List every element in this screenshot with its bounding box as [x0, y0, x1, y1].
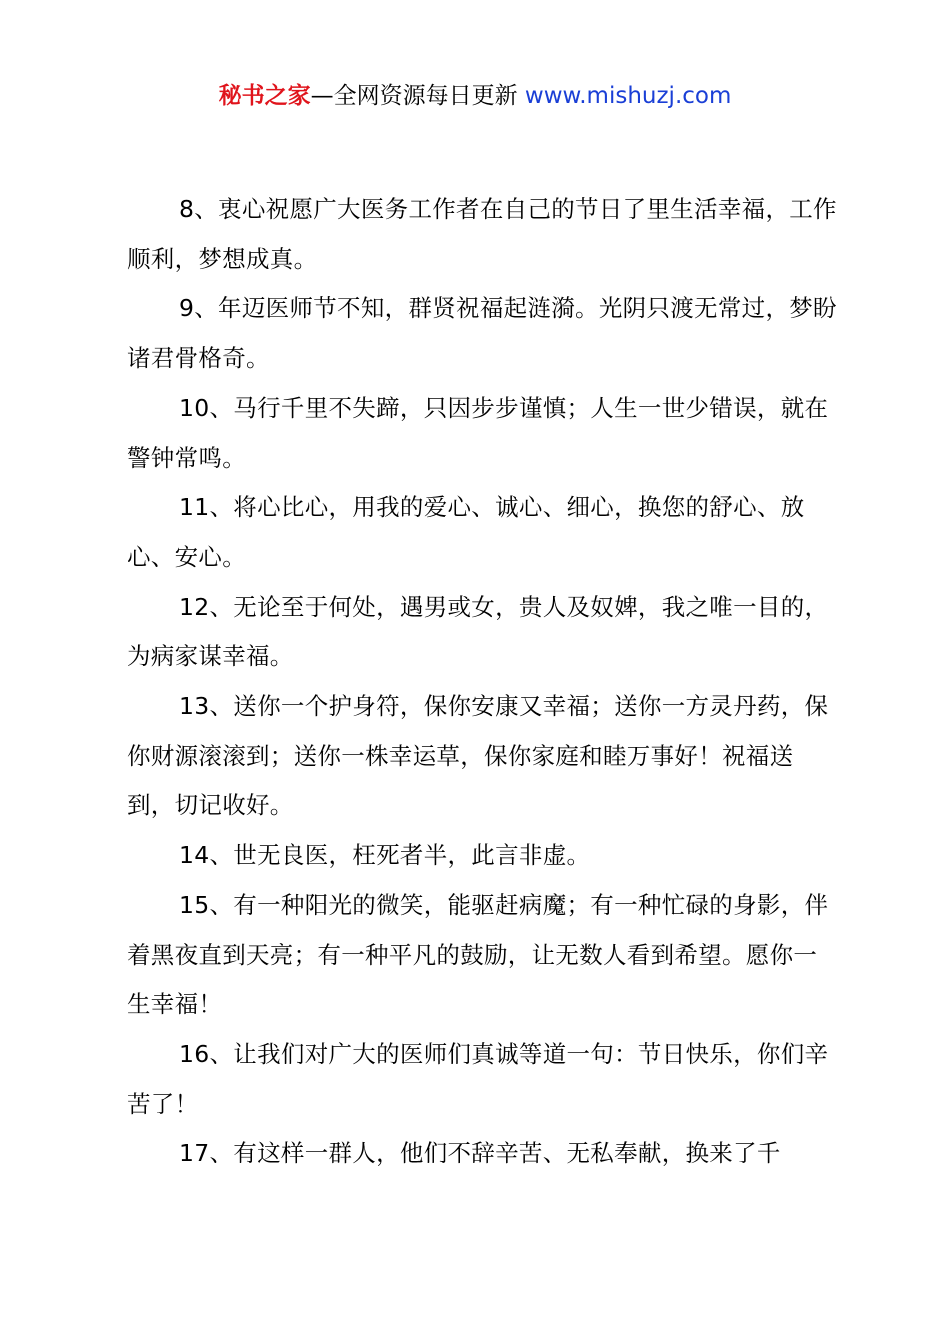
brand-name: 秘书之家 — [218, 83, 311, 109]
page-header — [0, 80, 950, 112]
paragraph-8: 8、衷心祝愿广大医务工作者在自己的节日了里生活幸福，工作顺利，梦想成真。 — [127, 195, 837, 273]
paragraph-9: 9、年迈医师节不知，群贤祝福起涟漪。光阴只渡无常过，梦盼诸君骨格奇。 — [127, 294, 837, 373]
paragraph-15: 15、有一种阳光的微笑，能驱赶病魔；有一种忙碌的身影，伴着黑夜直到天亮；有一种平凡的鼓励，让无数人看到希望。愿你一生幸福！ — [127, 890, 829, 1019]
paragraph-14: 14、世无良医，枉死者半，此言非虚。 — [179, 841, 591, 870]
paragraph-16: 16、让我们对广大的医师们真诚等道一句：节日快乐，你们辛苦了！ — [127, 1039, 829, 1118]
website-link[interactable]: www.mishuzj.com — [524, 83, 732, 109]
paragraph-17: 17、有这样一群人，他们不辞辛苦、无私奉献，换来了千 — [179, 1139, 781, 1168]
document-body — [127, 185, 837, 1179]
paragraph-13: 13、送你一个护身符，保你安康又幸福；送你一方灵丹药，保你财源滚滚到；送你一株幸运草，保你家庭和睦万事好！祝福送到，切记收好。 — [127, 692, 829, 820]
paragraph-12: 12、无论至于何处，遇男或女，贵人及奴婢，我之唯一目的，为病家谋幸福。 — [127, 592, 829, 671]
header-tagline: —全网资源每日更新 — [310, 83, 518, 109]
paragraph-10: 10、马行千里不失蹄，只因步步谨慎；人生一世少错误，就在警钟常鸣。 — [127, 393, 829, 472]
paragraph-11: 11、将心比心，用我的爱心、诚心、细心，换您的舒心、放心、安心。 — [127, 493, 805, 571]
